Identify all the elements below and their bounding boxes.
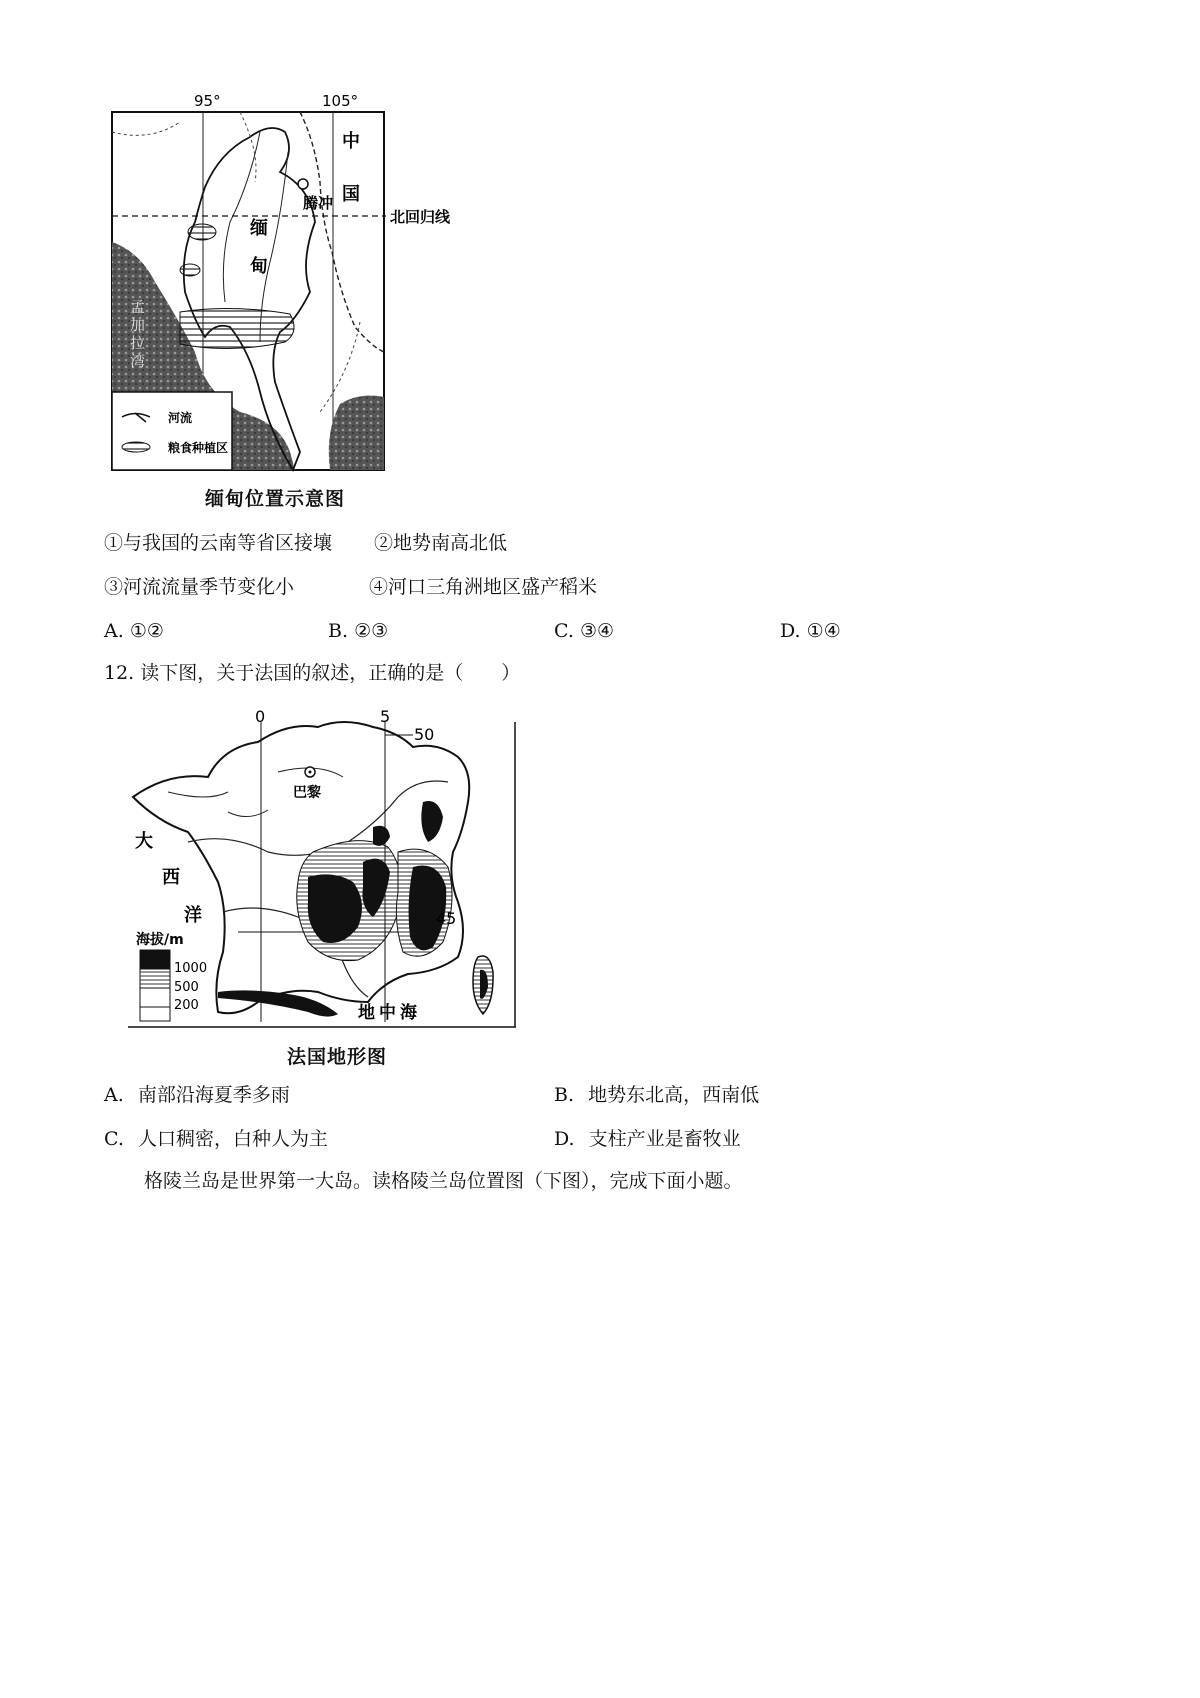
option-text: ①② xyxy=(129,620,164,642)
q12-option-a[interactable] xyxy=(104,1082,290,1108)
tropic-label: 北回归线 xyxy=(390,208,451,226)
q12-stem: 12. 读下图，关于法国的叙述，正确的是（ ） xyxy=(104,662,521,684)
ocean-label-2: 西 xyxy=(162,867,180,888)
legend-swatch-500 xyxy=(140,969,170,988)
q12-option-c[interactable] xyxy=(104,1126,328,1152)
myanmar-map-caption: 缅甸位置示意图 xyxy=(205,488,346,510)
q11-option-c[interactable] xyxy=(554,618,614,644)
option-letter: B. xyxy=(554,1084,575,1106)
statement-1: ①与我国的云南等省区接壤 xyxy=(104,532,333,554)
option-text: ③④ xyxy=(579,620,615,642)
lon-5-label: 5 xyxy=(380,707,391,726)
legend-1000: 1000 xyxy=(174,961,208,976)
legend-river-label: 河流 xyxy=(168,411,193,425)
lon-105-label: 105° xyxy=(322,92,359,110)
option-letter: D. xyxy=(554,1128,575,1150)
option-letter: C. xyxy=(104,1128,124,1150)
bay-label-1: 孟 xyxy=(130,298,146,316)
q11-option-b[interactable] xyxy=(328,618,388,644)
france-terrain-map xyxy=(128,702,518,1036)
legend-500: 500 xyxy=(174,980,199,995)
option-letter: A. xyxy=(104,1084,124,1106)
statement-4: ④河口三角洲地区盛产稻米 xyxy=(369,576,598,598)
france-map-caption: 法国地形图 xyxy=(287,1046,388,1068)
option-text: 支柱产业是畜牧业 xyxy=(588,1128,741,1150)
ocean-label-3: 洋 xyxy=(184,905,202,926)
q12-option-b[interactable] xyxy=(554,1082,759,1108)
statement-3: ③河流流量季节变化小 xyxy=(104,576,295,598)
option-text: 地势东北高，西南低 xyxy=(588,1084,760,1106)
lat-50-label: 50 xyxy=(414,725,435,744)
legend-swatch-200 xyxy=(140,988,170,1007)
option-text: ②③ xyxy=(354,620,389,642)
option-text: ①④ xyxy=(806,620,841,642)
bay-label-4: 湾 xyxy=(130,352,146,370)
q11-option-d[interactable] xyxy=(780,618,841,644)
option-text: 南部沿海夏季多雨 xyxy=(137,1084,290,1106)
option-letter: D. xyxy=(780,620,801,642)
legend-swatch-1000 xyxy=(140,950,170,969)
option-text: 人口稠密，白种人为主 xyxy=(137,1128,328,1150)
lat-45-label: 45 xyxy=(436,909,457,928)
elevation-legend-title: 海拔/m xyxy=(136,932,184,948)
q11-option-a[interactable] xyxy=(104,618,164,644)
q12-option-d[interactable] xyxy=(554,1126,741,1152)
option-letter: B. xyxy=(328,620,349,642)
sea-label: 地中海 xyxy=(358,1003,421,1023)
option-letter: A. xyxy=(104,620,124,642)
bay-label-2: 加 xyxy=(130,316,146,334)
statement-2: ②地势南高北低 xyxy=(374,532,508,554)
lon-95-label: 95° xyxy=(194,92,221,110)
greenland-intro: 格陵兰岛是世界第一大岛。读格陵兰岛位置图（下图），完成下面小题。 xyxy=(144,1170,743,1192)
grain-area-icon xyxy=(122,442,150,452)
myanmar-label-1: 缅 xyxy=(250,218,268,239)
bay-label-3: 拉 xyxy=(130,334,146,352)
legend-200: 200 xyxy=(174,998,199,1013)
myanmar-label-2: 甸 xyxy=(250,256,268,277)
option-letter: C. xyxy=(554,620,574,642)
lon-0-label: 0 xyxy=(255,707,266,726)
tengchong-label: 腾冲 xyxy=(303,194,334,212)
china-label-2: 国 xyxy=(342,184,360,205)
china-label-1: 中 xyxy=(342,131,360,152)
legend-box xyxy=(112,392,232,470)
myanmar-location-map xyxy=(110,92,470,486)
paris-label: 巴黎 xyxy=(293,785,321,801)
ocean-label-1: 大 xyxy=(135,831,153,852)
legend-grain-label: 粮食种植区 xyxy=(168,441,229,455)
